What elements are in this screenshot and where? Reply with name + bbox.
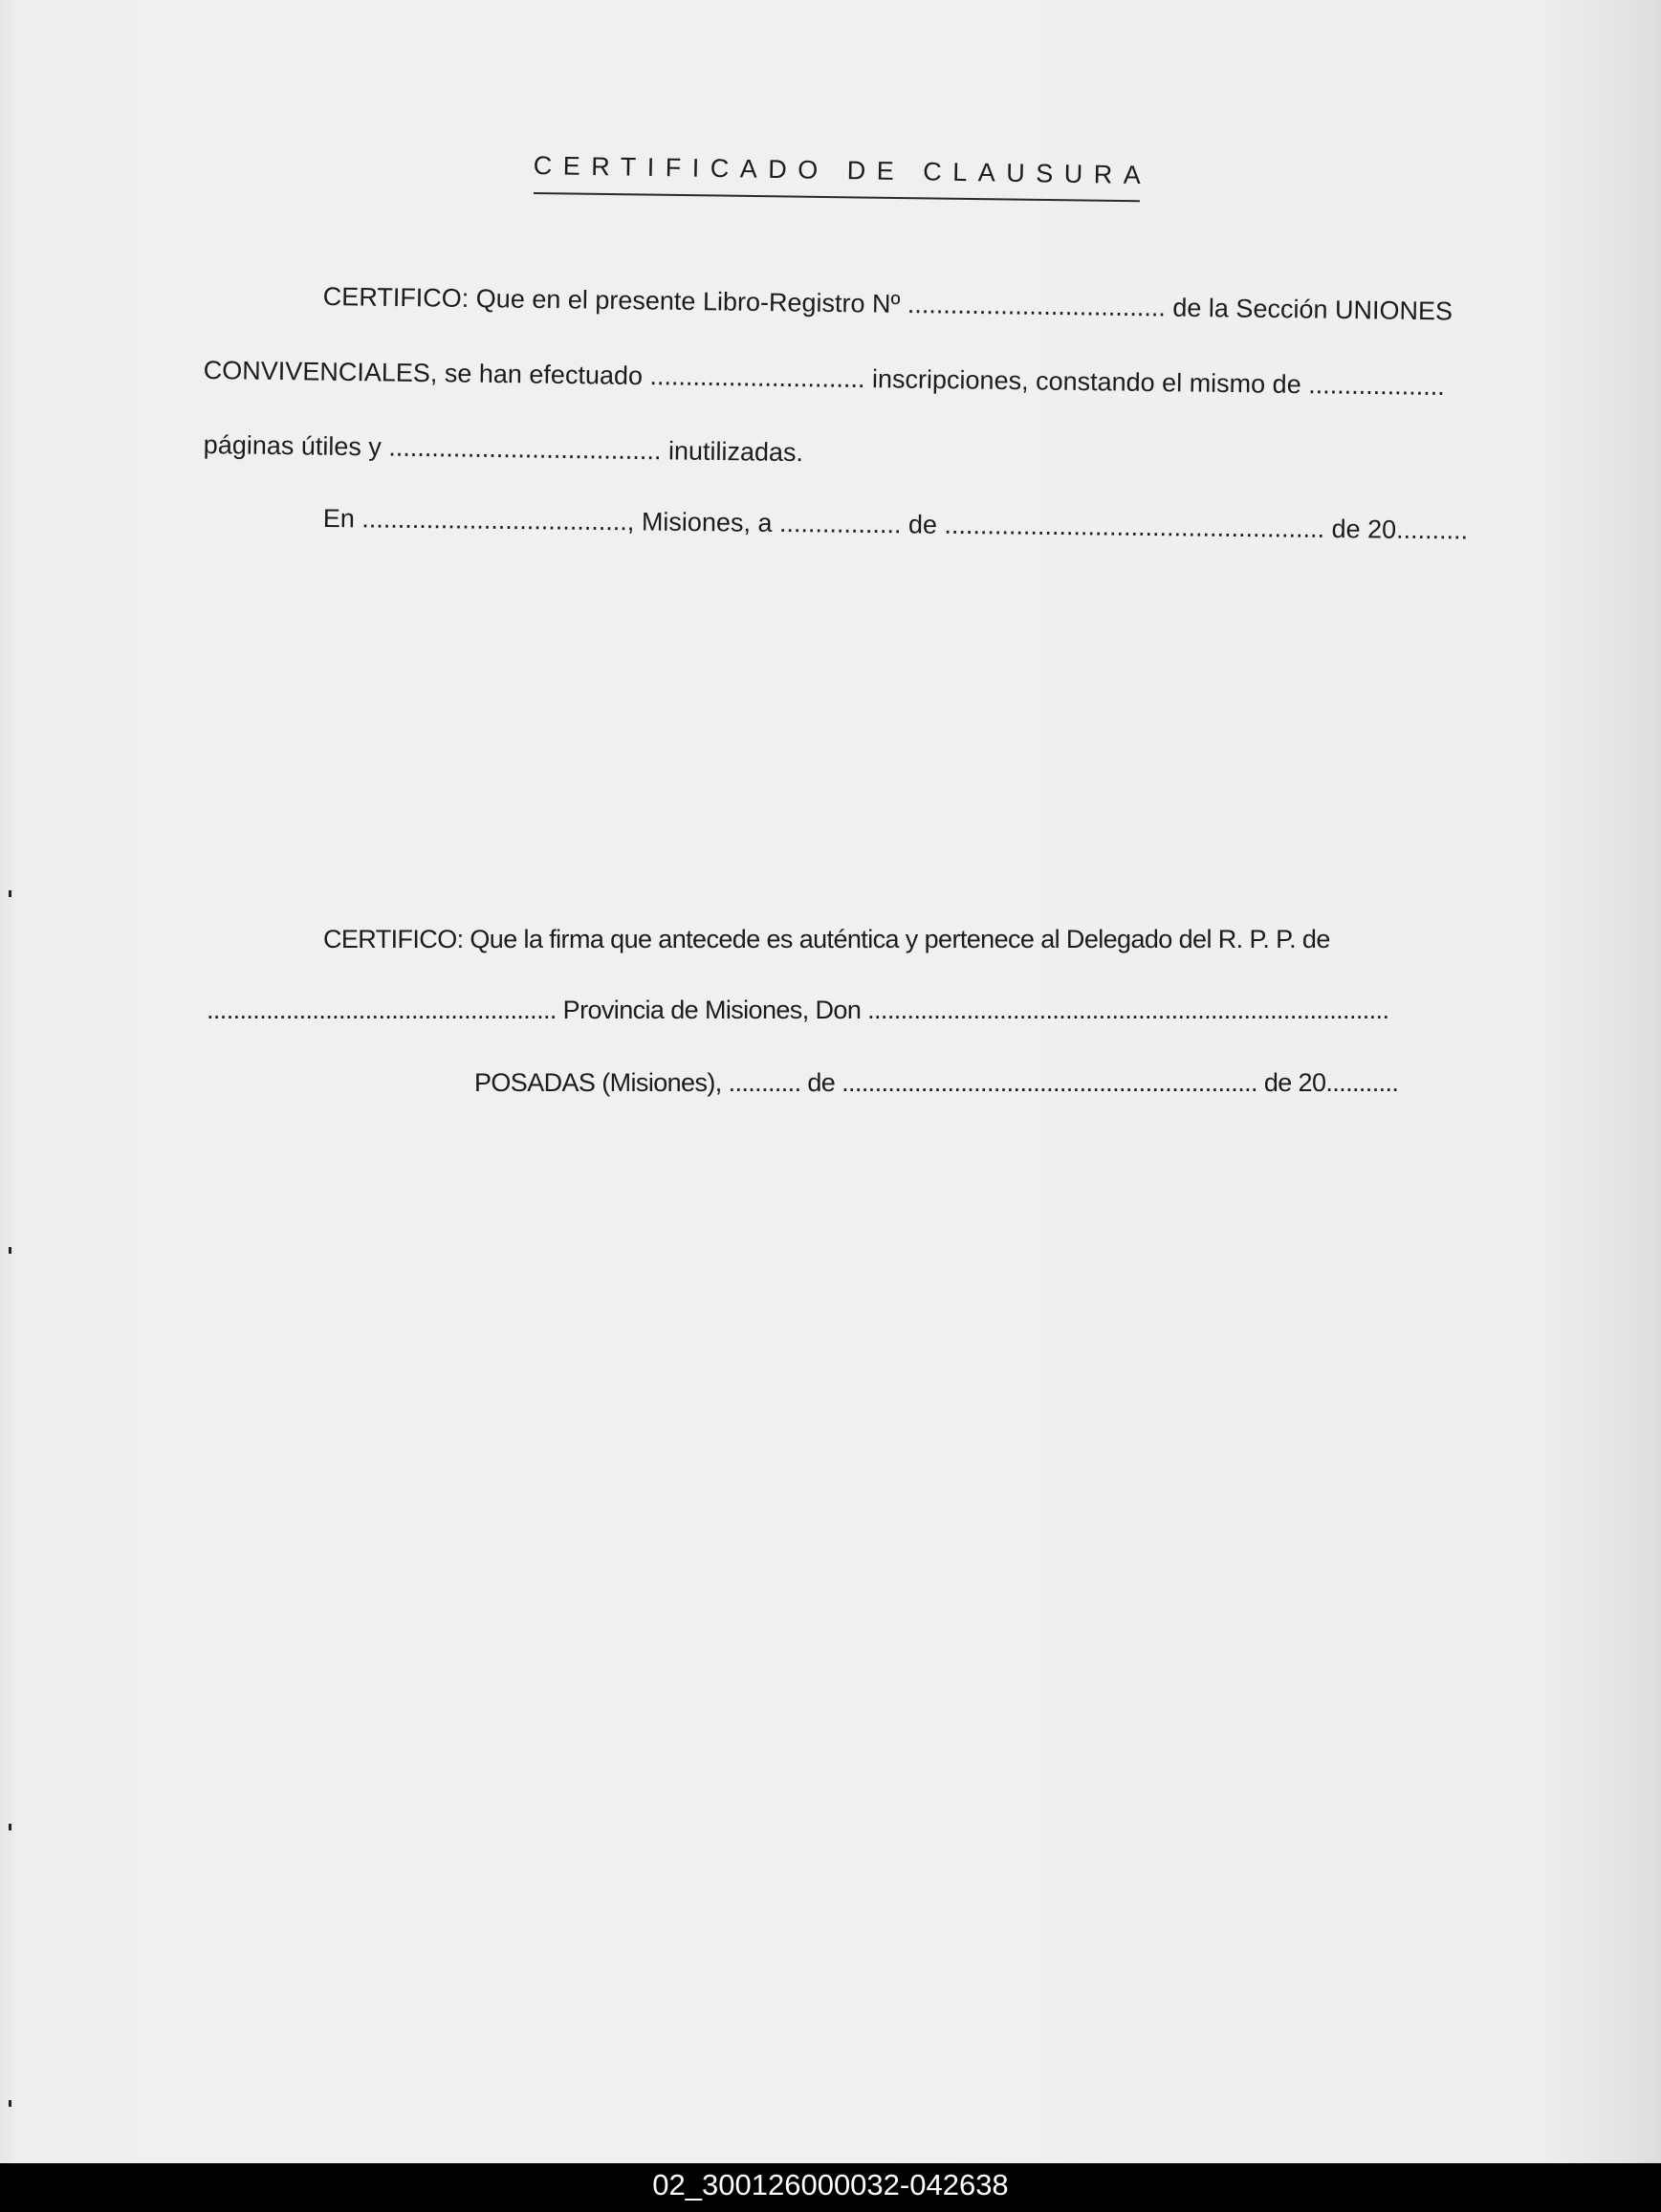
paragraph2-line1: CERTIFICO: Que la firma que antecede es auténtica y pertenece al Delegado del R. P. P. de xyxy=(323,925,1330,953)
paragraph2-line2: ..................................................... Provincia de Misiones, Don ............................................................................... xyxy=(207,996,1389,1024)
paragraph1-line4: En ....................................., Misiones, a ................. de ..................................................... de 20.......... xyxy=(322,504,1469,545)
paragraph2-line3: POSADAS (Misiones), ........... de ............................................................... de 20........... xyxy=(474,1068,1399,1097)
binding-mark xyxy=(9,2100,11,2107)
binding-mark xyxy=(9,1247,11,1254)
title-underline xyxy=(534,192,1140,202)
paragraph1-line1: CERTIFICO: Que en el presente Libro-Registro Nº .................................... de la Sección UNIONES xyxy=(322,282,1453,326)
certificate-title: CERTIFICADO DE CLAUSURA xyxy=(533,151,1152,190)
binding-mark xyxy=(9,1824,11,1830)
binding-mark xyxy=(9,890,11,897)
paragraph1-line3: páginas útiles y ...................................... inutilizadas. xyxy=(203,430,804,468)
scan-identifier: 02_300126000032-042638 xyxy=(652,2168,1009,2201)
paragraph1-line2: CONVIVENCIALES, se han efectuado .............................. inscripciones, constando el mismo de ................... xyxy=(203,356,1445,401)
